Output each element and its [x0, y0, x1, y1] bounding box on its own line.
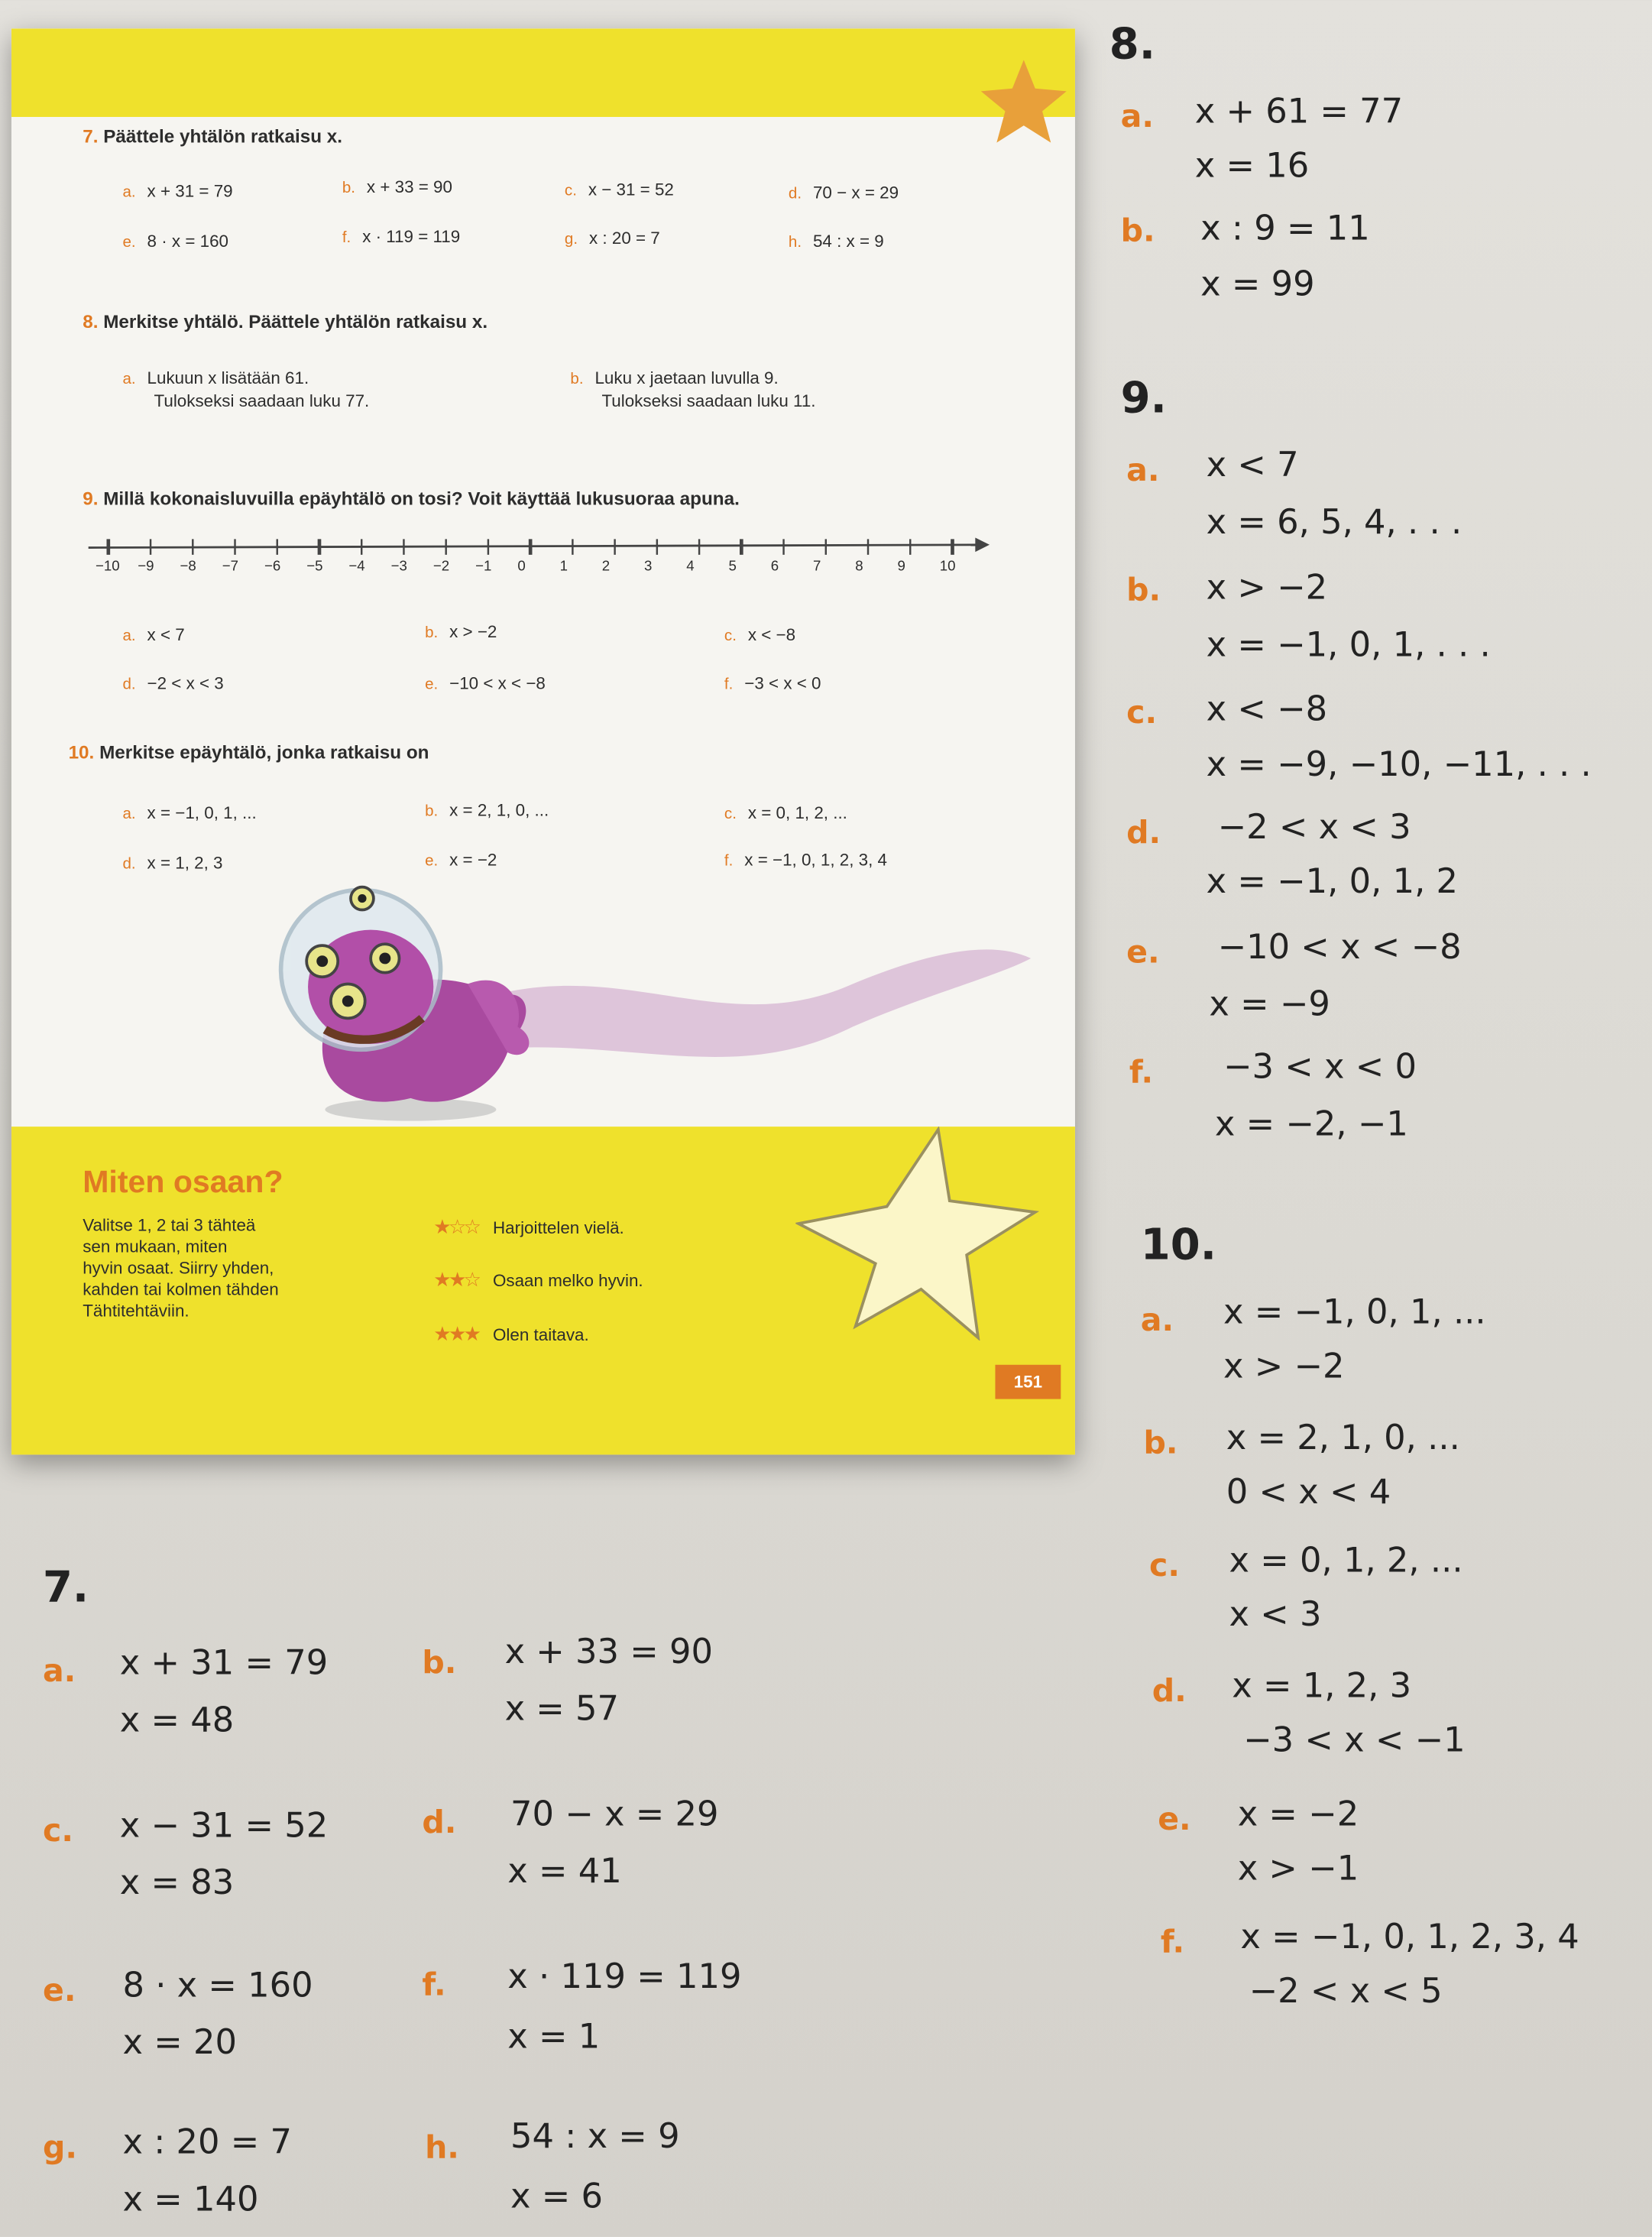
ans9-c-ineq: x < −8: [1206, 689, 1328, 729]
task8-item-b: b. Luku x jaetaan luvulla 9. Tulokseksi saadaan luku 11.: [570, 368, 816, 411]
ans10-b-set: x = 2, 1, 0, ...: [1226, 1417, 1460, 1458]
ans7-e-sol: x = 20: [122, 2021, 237, 2063]
number-line-label: 0: [517, 559, 526, 575]
ans10-a-ineq: x > −2: [1223, 1346, 1345, 1386]
ans8-b-eq: x : 9 = 11: [1200, 208, 1370, 248]
ans7-b-label: b.: [422, 1645, 457, 1682]
task9-item-d: d. −2 < x < 3: [122, 673, 224, 693]
ans9-f-sol: x = −2, −1: [1214, 1104, 1408, 1144]
page-number: 151: [995, 1365, 1061, 1399]
ans7-c-sol: x = 83: [119, 1862, 235, 1903]
task7-item-g: g. x : 20 = 7: [564, 228, 660, 248]
task10-item-a: a. x = −1, 0, 1, ...: [122, 802, 257, 823]
number-line-label: −3: [390, 559, 407, 575]
ans10-number: 10.: [1140, 1221, 1216, 1271]
ans10-d-label: d.: [1152, 1674, 1187, 1710]
ans10-b-label: b.: [1143, 1426, 1178, 1462]
ans7-c-label: c.: [42, 1814, 73, 1850]
task8-heading: [83, 311, 488, 332]
rating-3: ★★★ Olen taitava.: [433, 1321, 589, 1345]
task7-item-a: a. x + 31 = 79: [122, 180, 233, 202]
ans10-c-set: x = 0, 1, 2, ...: [1229, 1540, 1463, 1580]
task10-item-d: d. x = 1, 2, 3: [122, 852, 223, 873]
miten-osaan-text: Valitse 1, 2 tai 3 tähteä sen mukaan, miten hyvin osaat. Siirry yhden, kahden tai kolmen tähden Tähtitehtäviin.: [83, 1214, 279, 1321]
ans7-a-sol: x = 48: [119, 1700, 235, 1740]
ans9-d-ineq: −2 < x < 3: [1217, 807, 1411, 848]
rating-1: ★☆☆ Harjoittelen vielä.: [433, 1214, 624, 1238]
task10-heading: [69, 741, 429, 763]
ans7-a-label: a.: [42, 1654, 76, 1691]
number-line-label: 8: [855, 559, 863, 575]
ans7-f-label: f.: [422, 1968, 446, 2004]
task7-title: Päättele yhtälön ratkaisu x.: [103, 125, 343, 148]
ans10-c-label: c.: [1148, 1548, 1180, 1585]
task7-item-b: b. x + 33 = 90: [342, 177, 452, 197]
two-star-icon: ★★☆: [433, 1267, 479, 1291]
task7-item-c: c. x − 31 = 52: [564, 180, 674, 200]
octopus-illustration: [254, 870, 1052, 1141]
number-line-label: −4: [348, 559, 365, 575]
task9-item-b: b. x > −2: [425, 621, 497, 642]
number-line-label: 7: [812, 559, 821, 575]
ans7-e-label: e.: [42, 1973, 76, 2010]
ans7-d-label: d.: [422, 1805, 457, 1842]
number-line-label: 9: [897, 559, 905, 575]
task7-item-h: h. 54 : x = 9: [788, 231, 884, 251]
task7-item-d: d. 70 − x = 29: [788, 182, 899, 203]
ans8-a-eq: x + 61 = 77: [1194, 91, 1404, 131]
ans9-a-sol: x = 6, 5, 4, . . .: [1206, 501, 1463, 543]
task7-item-f: f. x · 119 = 119: [342, 226, 461, 247]
ans9-e-label: e.: [1126, 935, 1160, 971]
number-line-label: 3: [644, 559, 653, 575]
ans9-c-label: c.: [1126, 695, 1158, 732]
ans7-d-sol: x = 41: [507, 1851, 622, 1892]
ans7-h-eq: 54 : x = 9: [510, 2116, 680, 2157]
task10-number: 10.: [68, 741, 95, 763]
ans7-c-eq: x − 31 = 52: [119, 1805, 329, 1846]
one-star-icon: ★☆☆: [433, 1214, 479, 1238]
ans9-e-ineq: −10 < x < −8: [1217, 926, 1462, 968]
ans10-d-set: x = 1, 2, 3: [1232, 1665, 1412, 1706]
number-line-label: −9: [138, 559, 154, 575]
task9-title: Millä kokonaisluvuilla epäyhtälö on tosi? Voit käyttää lukusuoraa apuna.: [103, 488, 740, 510]
number-line-label: −10: [96, 559, 120, 575]
ans9-f-ineq: −3 < x < 0: [1223, 1046, 1417, 1087]
big-star-icon: [795, 1127, 1052, 1341]
ans7-number: 7.: [42, 1563, 89, 1613]
miten-osaan-title: Miten osaan?: [83, 1163, 283, 1200]
task10-item-b: b. x = 2, 1, 0, ...: [425, 799, 549, 820]
ans7-a-eq: x + 31 = 79: [119, 1642, 329, 1683]
ans10-e-label: e.: [1158, 1802, 1191, 1839]
ans9-d-sol: x = −1, 0, 1, 2: [1206, 861, 1459, 902]
ans7-h-sol: x = 6: [510, 2176, 604, 2216]
ans9-b-ineq: x > −2: [1206, 567, 1328, 608]
ans8-b-label: b.: [1120, 213, 1155, 250]
task9-item-c: c. x < −8: [724, 624, 796, 645]
orange-star-icon: [978, 57, 1069, 148]
ans10-f-ineq: −2 < x < 5: [1249, 1970, 1443, 2012]
task9-number: 9.: [83, 488, 99, 510]
ans9-f-label: f.: [1129, 1055, 1154, 1091]
number-line-label: −1: [475, 559, 492, 575]
ans8-a-label: a.: [1120, 99, 1154, 136]
ans9-d-label: d.: [1126, 815, 1161, 852]
task9-item-f: f. −3 < x < 0: [724, 673, 821, 693]
task9-item-a: a. x < 7: [122, 624, 185, 645]
ans7-f-sol: x = 1: [507, 2016, 601, 2057]
top-yellow-band: [11, 28, 1075, 117]
three-star-icon: ★★★: [433, 1321, 479, 1345]
ans10-a-set: x = −1, 0, 1, ...: [1223, 1292, 1486, 1332]
ans10-e-set: x = −2: [1237, 1794, 1359, 1834]
ans9-b-sol: x = −1, 0, 1, . . .: [1206, 624, 1491, 665]
number-line-label: −7: [222, 559, 239, 575]
ans10-e-ineq: x > −1: [1237, 1848, 1359, 1888]
ans9-e-sol: x = −9: [1209, 984, 1330, 1024]
ans8-a-sol: x = 16: [1194, 145, 1310, 186]
task10-item-e: e. x = −2: [425, 850, 497, 870]
ans7-g-sol: x = 140: [122, 2179, 259, 2219]
ans8-b-sol: x = 99: [1200, 264, 1315, 304]
ans7-b-sol: x = 57: [504, 1688, 620, 1729]
ans7-h-label: h.: [425, 2130, 459, 2167]
number-line-label: 6: [770, 559, 779, 575]
number-line-label: −2: [432, 559, 450, 575]
ans9-a-ineq: x < 7: [1206, 445, 1299, 485]
task8-item-a: a. Lukuun x lisätään 61. Tulokseksi saadaan luku 77.: [122, 368, 370, 411]
ans10-d-ineq: −3 < x < −1: [1243, 1720, 1466, 1760]
number-line-label: −5: [306, 559, 323, 575]
number-line-label: 10: [939, 559, 956, 575]
task10-title: Merkitse epäyhtälö, jonka ratkaisu on: [99, 741, 429, 763]
ans10-c-ineq: x < 3: [1229, 1594, 1322, 1635]
task7-number: 7.: [83, 125, 99, 148]
ans7-f-eq: x · 119 = 119: [507, 1957, 742, 1997]
number-line-label: 2: [601, 559, 611, 575]
ans10-f-set: x = −1, 0, 1, 2, 3, 4: [1240, 1916, 1579, 1957]
ans7-d-eq: 70 − x = 29: [510, 1794, 719, 1834]
ans8-number: 8.: [1109, 20, 1155, 70]
task9-item-e: e. −10 < x < −8: [425, 673, 546, 693]
ans7-g-eq: x : 20 = 7: [122, 2122, 293, 2162]
number-line-label: 5: [728, 559, 737, 575]
task10-item-c: c. x = 0, 1, 2, ...: [724, 802, 847, 823]
task7-item-e: e. 8 · x = 160: [122, 231, 228, 251]
number-line-label: 1: [559, 559, 568, 575]
ans10-f-label: f.: [1160, 1925, 1185, 1961]
rating-2: ★★☆ Osaan melko hyvin.: [433, 1267, 643, 1291]
task8-title: Merkitse yhtälö. Päättele yhtälön ratkaisu x.: [103, 310, 488, 332]
ans9-a-label: a.: [1126, 453, 1160, 490]
ans7-e-eq: 8 · x = 160: [122, 1965, 313, 2005]
number-line-label: −8: [180, 559, 196, 575]
number-line-label: −6: [264, 559, 281, 575]
ans9-number: 9.: [1120, 373, 1167, 424]
ans10-a-label: a.: [1140, 1303, 1174, 1340]
task7-heading: [83, 125, 342, 147]
task9-heading: [83, 488, 740, 509]
ans10-b-ineq: 0 < x < 4: [1226, 1471, 1391, 1512]
ans7-b-eq: x + 33 = 90: [504, 1631, 714, 1671]
number-line-label: 4: [686, 559, 695, 575]
textbook-page: [11, 28, 1075, 1454]
task8-number: 8.: [83, 310, 99, 332]
task10-item-f: f. x = −1, 0, 1, 2, 3, 4: [724, 850, 888, 870]
ans9-b-label: b.: [1126, 573, 1161, 609]
ans9-c-sol: x = −9, −10, −11, . . .: [1206, 744, 1592, 785]
ans7-g-label: g.: [42, 2130, 77, 2167]
